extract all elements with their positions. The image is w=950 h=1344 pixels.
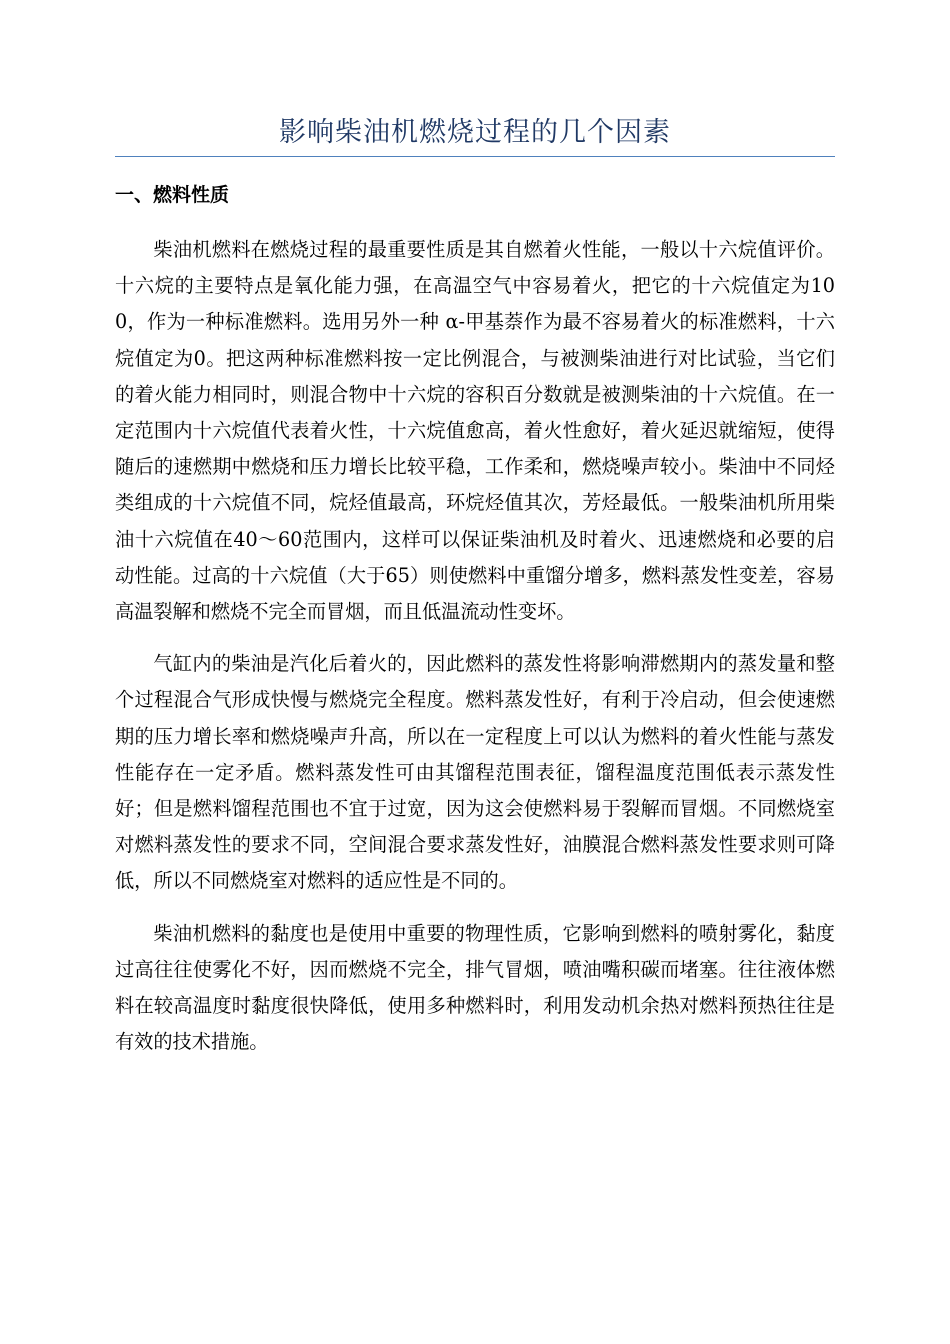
paragraph-volatility: 气缸内的柴油是汽化后着火的，因此燃料的蒸发性将影响滞燃期内的蒸发量和整个过程混合气形成快慢与燃烧完全程度。燃料蒸发性好，有利于冷启动，但会使速燃期的压力增长率和燃烧噪声升高，所以在一定程度上可以认为燃料的着火性能与蒸发性能存在一定矛盾。燃料蒸发性可由其馏程范围表征，馏程温度范围低表示蒸发性好；但是燃料馏程范围也不宜于过宽，因为这会使燃料易于裂解而冒烟。不同燃烧室对燃料蒸发性的要求不同，空间混合要求蒸发性好，油膜混合燃料蒸发性要求则可降低，所以不同燃烧室对燃料的适应性是不同的。 [115, 652, 835, 893]
paragraph-viscosity: 柴油机燃料的黏度也是使用中重要的物理性质，它影响到燃料的喷射雾化，黏度过高往往使雾化不好，因而燃烧不完全，排气冒烟，喷油嘴积碳而堵塞。往往液体燃料在较高温度时黏度很快降低，使用多种燃料时，利用发动机余热对燃料预热往往是有效的技术措施。 [115, 921, 835, 1054]
section-heading: 一、燃料性质 [115, 184, 230, 206]
title-block [115, 110, 835, 157]
paragraph-cetane: 柴油机燃料在燃烧过程的最重要性质是其自燃着火性能，一般以十六烷值评价。十六烷的主要特点是氧化能力强，在高温空气中容易着火，把它的十六烷值定为100，作为一种标准燃料。选用另外一种 α-甲基萘作为最不容易着火的标准燃料，十六烷值定为0。把这两种标准燃料按一定比例混合，与被测柴油进行对比试验，当它们的着火能力相同时，则混合物中十六烷的容积百分数就是被测柴油的十六烷值。在一定范围内十六烷值代表着火性，十六烷值愈高，着火性愈好，着火延迟就缩短，使得随后的速燃期中燃烧和压力增长比较平稳，工作柔和，燃烧噪声较小。柴油中不同烃类组成的十六烷值不同，烷烃值最高，环烷烃值其次，芳烃最低。一般柴油机所用柴油十六烷值在40～60范围内，这样可以保证柴油机及时着火、迅速燃烧和必要的启动性能。过高的十六烷值（大于65）则使燃料中重馏分增多，燃料蒸发性变差，容易高温裂解和燃烧不完全而冒烟，而且低温流动性变坏。 [115, 238, 835, 624]
page-title: 影响柴油机燃烧过程的几个因素 [279, 117, 671, 148]
document-body [115, 232, 835, 1076]
